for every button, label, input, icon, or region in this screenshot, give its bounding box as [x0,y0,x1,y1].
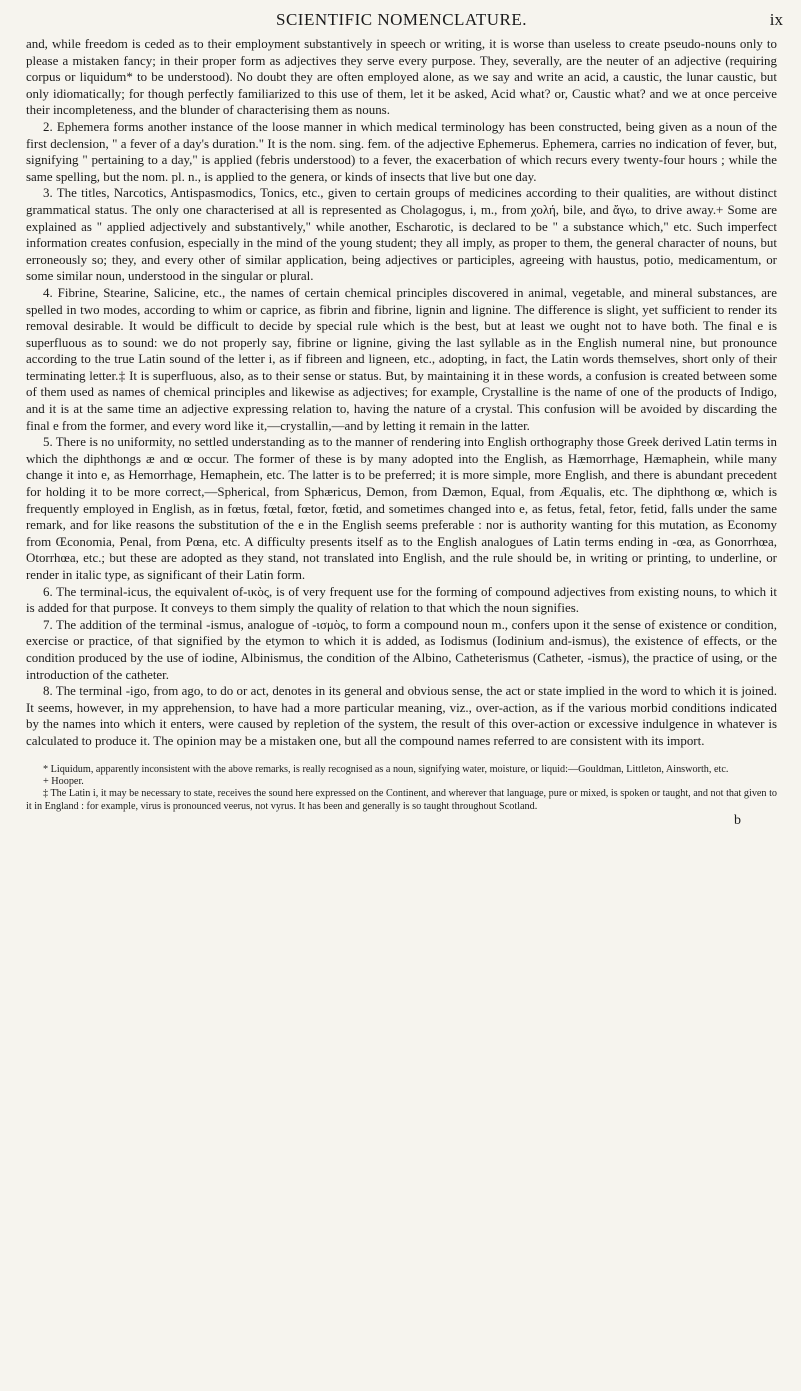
paragraph-3-narcotics: 3. The titles, Narcotics, Antispasmodics, Tonics, etc., given to certain groups of medicines according to their qualities, are without distinct grammatical status. The only one characterised at all is represented as Cholagogus, i, m., from χολή, bile, and ἄγω, to drive away.+ Some are explained as " applied adjectively and substantively," while another, Escharotic, is declared to be " a substance which," etc. Such imperfect information creates confusion, especially in the mind of the young student; they all imply, as proper to them, the general character of nouns, but erroneously so; they, and every other of similar application, being adjectives or participles, agreeing with haustus, potio, medicamentum, or some similar noun, understood in the singular or plural. [26,185,777,284]
footnote-liquidum: * Liquidum, apparently inconsistent with the above remarks, is really recognised as a noun, signifying water, moisture, or liquid:—Gouldman, Littleton, Ainsworth, etc. [43,763,729,775]
paragraph-7-ismus: 7. The addition of the terminal -ismus, analogue of -ισμὸς, to form a compound noun m., confers upon it the sense of existence or condition, exercise or practice, of that signified by the etymon to which it is added, as Iodismus (Iodinium and-ismus), the existence of effects, or the condition produced by the use of iodine, Albinismus, the condition of the Albino, Catheterismus (Catheter, -ismus), the practice of using, or the introduction of the catheter. [26,616,777,682]
footnotes [26,764,777,814]
footnote-hooper: + Hooper. [43,775,84,787]
running-head [26,8,783,36]
paragraph-5-diphthongs: 5. There is no uniformity, no settled understanding as to the manner of rendering into English orthography those Greek derived Latin terms in which the diphthongs æ and œ occur. The former of these is by many adopted into the English, as Hæmorrhage, Hæmaphein, while many change it into e, as Hemorrhage, Hemaphein, etc. The latter is to be preferred; it is more simple, more English, and there is abundant precedent for holding it to be more correct,—Spherical, from Sphæricus, Demon, from Dæmon, Equal, from Æqualis, etc. The diphthong œ, which is frequently employed in English, as in fœtus, fœtal, fœtor, fœtid, and sometimes changed into e, as fetus, fetal, fetor, fetid, falls under the same remark, and for like reasons the substitution of the e in the English seems preferable : nor is authority wanting for this mutation, as Economy from Œconomia, Penal, from Pœna, etc. A difficulty presents itself as to the English analogues of Latin terms ending in -œa, as Gonorrhœa, Otorrhœa, etc.; but these are adopted as they stand, not translated into English, and the rule should be, in writing or printing, to underline, or render in italic type, as significant of their Latin form. [26,434,777,582]
signature-mark: b [734,813,741,829]
running-title: SCIENTIFIC NOMENCLATURE. [276,10,527,29]
paragraph-2-ephemera: 2. Ephemera forms another instance of the loose manner in which medical terminology has been constructed, being given as a noun of the first declension, " a fever of a day's duration." It is the nom. sing. fem. of the adjective Ephemerus. Ephemera, carries no indication of fever, but, signifying " pertaining to a day," is applied (febris understood) to a fever, the exacerbation of which recurs every twenty-four hours ; while the same spelling, but the nom. pl. n., is applied to the genera, or kinds of insects that live but one day. [26,118,777,184]
page-number: ix [769,10,783,29]
footnote-latin-i: ‡ The Latin i, it may be necessary to state, receives the sound here expressed on the Continent, and wherever that language, pure or mixed, is spoken or taught, and not that given to it in England : for example, virus is pronounced veerus, not vyrus. It has been and generally is so taught throughout Scotland. [26,788,777,812]
paragraph-continuation: and, while freedom is ceded as to their employment substantively in speech or writing, it is worse than useless to create pseudo-nouns only to please a mistaken fancy; in their proper form as adjectives they serve every purpose. They, severally, are the neuter of an adjective (requiring corpus or liquidum* to be understood). No doubt they are often employed alone, as we say and write an acid, a caustic, the lunar caustic, but only idiomatically; for though perfectly familiarized to this use of them, let it be asked, Acid what? or, Caustic what? and we at once perceive their incompleteness, and the blunder of characterising them as nouns. [26,36,777,118]
paragraph-4-fibrine: 4. Fibrine, Stearine, Salicine, etc., the names of certain chemical principles discovered in animal, vegetable, and mineral substances, are spelled in two modes, according to whim or caprice, as fibrin and fibrine, lignin and lignine. The difference is slight, yet sufficient to render its removal desirable. It would be difficult to decide by special rule which is the best, but at least we ought not to have both. The final e is superfluous as to sound: we do not properly say, fibrine or lignine, giving the last syllable as in the English numeral nine, but pronounce according to the true Latin sound of the letter i, as if fibreen and ligneen, etc., adopting, in fact, the Latin words themselves, short only of their terminating letter.‡ It is superfluous, also, as to their sense or status. But, by maintaining it in these words, a confusion is created between some of them used as names of chemical principles and likewise as adjectives; for example, Crystalline is the name of one of the products of Indigo, and it is at the same time an adjective expressing relation to, having the nature of a crystal. This confusion will be avoided by discarding the final e from the former, and every word like it,—crystallin,—and by letting it remain in the latter. [26,284,777,433]
paragraph-8-igo: 8. The terminal -igo, from ago, to do or act, denotes in its general and obvious sense, the act or state implied in the word to which it is joined. It seems, however, in my apprehension, to have had a more particular meaning, viz., over-action, as if the various morbid conditions indicated by the names into which it enters, were caused by repletion of the system, the result of this over-action or excessive indulgence in whatever is calculated to produce it. The opinion may be a mistaken one, but all the compound names referred to are consistent with its import. [26,683,777,748]
paragraph-6-icus: 6. The terminal-icus, the equivalent of-ικὸς, is of very frequent use for the forming of compound adjectives from existing nouns, to which it is added for that purpose. It conveys to them simply the quality of relation to that which the noun signifies. [26,583,777,616]
body-text [26,36,777,750]
